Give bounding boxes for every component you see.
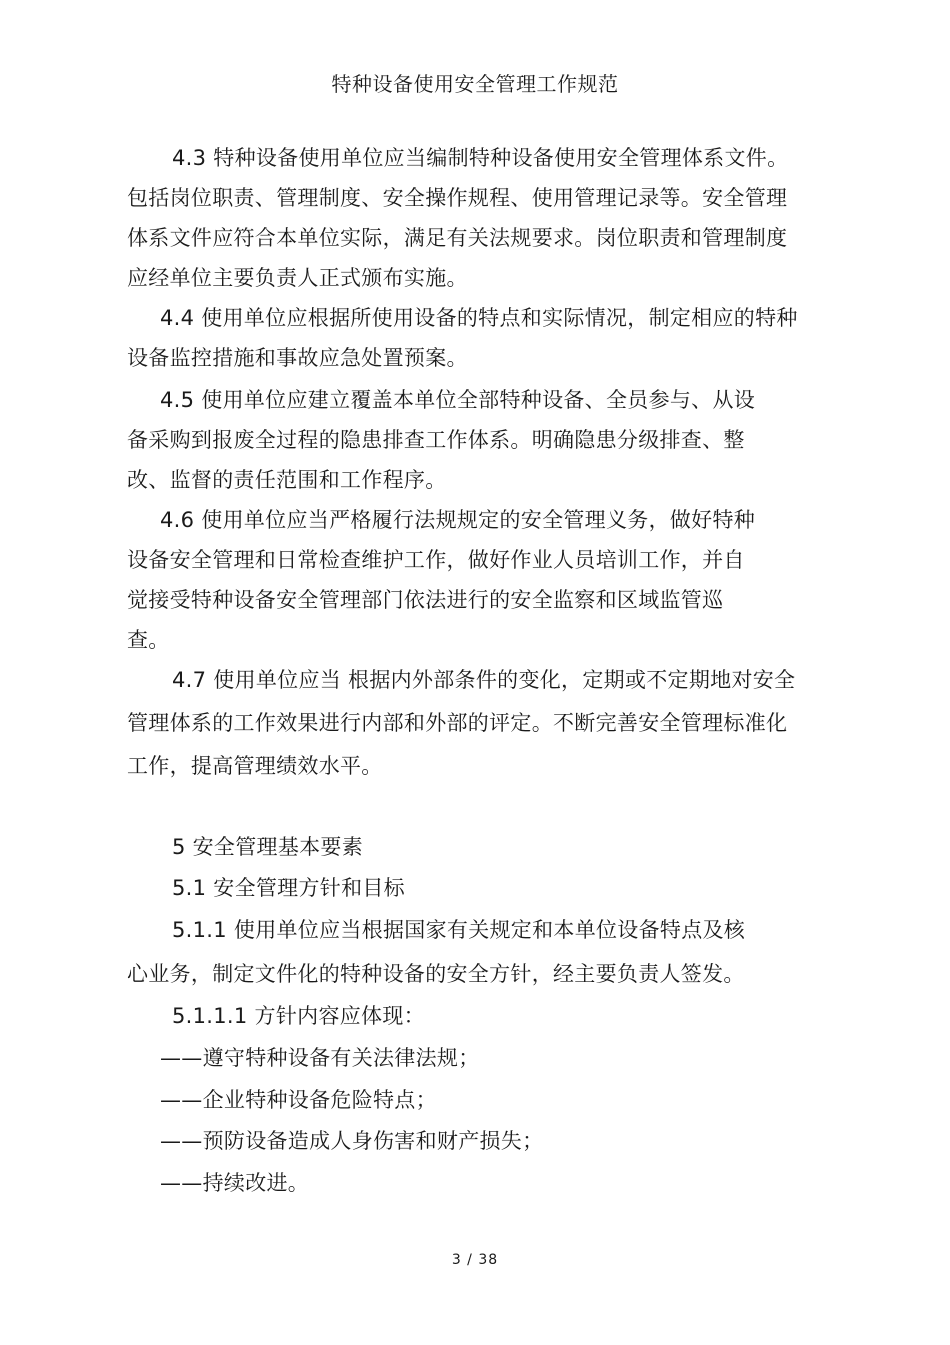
text-line-4-6-b: 设备安全管理和日常检查维护工作，做好作业人员培训工作，并自 bbox=[127, 548, 745, 572]
text-line-4-6-c: 觉接受特种设备安全管理部门依法进行的安全监察和区域监管巡 bbox=[127, 588, 724, 612]
section-heading-5: 5 安全管理基本要素 bbox=[172, 835, 364, 859]
text-line-4-5-a: 4.5 使用单位应建立覆盖本单位全部特种设备、全员参与、从设 bbox=[160, 388, 756, 412]
text-line-4-5-c: 改、监督的责任范围和工作程序。 bbox=[127, 468, 447, 492]
text-line-4-3-b: 包括岗位职责、管理制度、安全操作规程、使用管理记录等。安全管理 bbox=[127, 186, 788, 210]
text-line-4-4-b: 设备监控措施和事故应急处置预案。 bbox=[127, 346, 468, 370]
text-line-4-7-b: 管理体系的工作效果进行内部和外部的评定。不断完善安全管理标准化 bbox=[127, 711, 788, 735]
list-item-3: ——预防设备造成人身伤害和财产损失； bbox=[160, 1129, 544, 1153]
text-line-5-1-1-1: 5.1.1.1 方针内容应体现： bbox=[172, 1004, 425, 1028]
text-line-4-5-b: 备采购到报废全过程的隐患排查工作体系。明确隐患分级排查、整 bbox=[127, 428, 745, 452]
text-line-4-3-a: 4.3 特种设备使用单位应当编制特种设备使用安全管理体系文件。 bbox=[172, 146, 789, 170]
text-line-4-3-c: 体系文件应符合本单位实际，满足有关法规要求。岗位职责和管理制度 bbox=[127, 226, 788, 250]
section-heading-5-1: 5.1 安全管理方针和目标 bbox=[172, 876, 405, 900]
page-header-title: 特种设备使用安全管理工作规范 bbox=[331, 72, 619, 96]
text-line-5-1-1-b: 心业务，制定文件化的特种设备的安全方针，经主要负责人签发。 bbox=[127, 962, 745, 986]
list-item-1: ——遵守特种设备有关法律法规； bbox=[160, 1046, 480, 1070]
text-line-4-7-c: 工作，提高管理绩效水平。 bbox=[127, 754, 383, 778]
text-line-4-4-a: 4.4 使用单位应根据所使用设备的特点和实际情况，制定相应的特种 bbox=[160, 306, 798, 330]
text-line-4-6-d: 查。 bbox=[127, 628, 170, 652]
text-line-4-6-a: 4.6 使用单位应当严格履行法规规定的安全管理义务，做好特种 bbox=[160, 508, 756, 532]
list-item-2: ——企业特种设备危险特点； bbox=[160, 1088, 437, 1112]
text-line-5-1-1-a: 5.1.1 使用单位应当根据国家有关规定和本单位设备特点及核 bbox=[172, 918, 746, 942]
text-line-4-7-a: 4.7 使用单位应当 根据内外部条件的变化，定期或不定期地对安全 bbox=[172, 668, 796, 692]
page-number: 3 / 38 bbox=[451, 1252, 499, 1268]
text-line-4-3-d: 应经单位主要负责人正式颁布实施。 bbox=[127, 266, 468, 290]
list-item-4: ——持续改进。 bbox=[160, 1171, 310, 1195]
